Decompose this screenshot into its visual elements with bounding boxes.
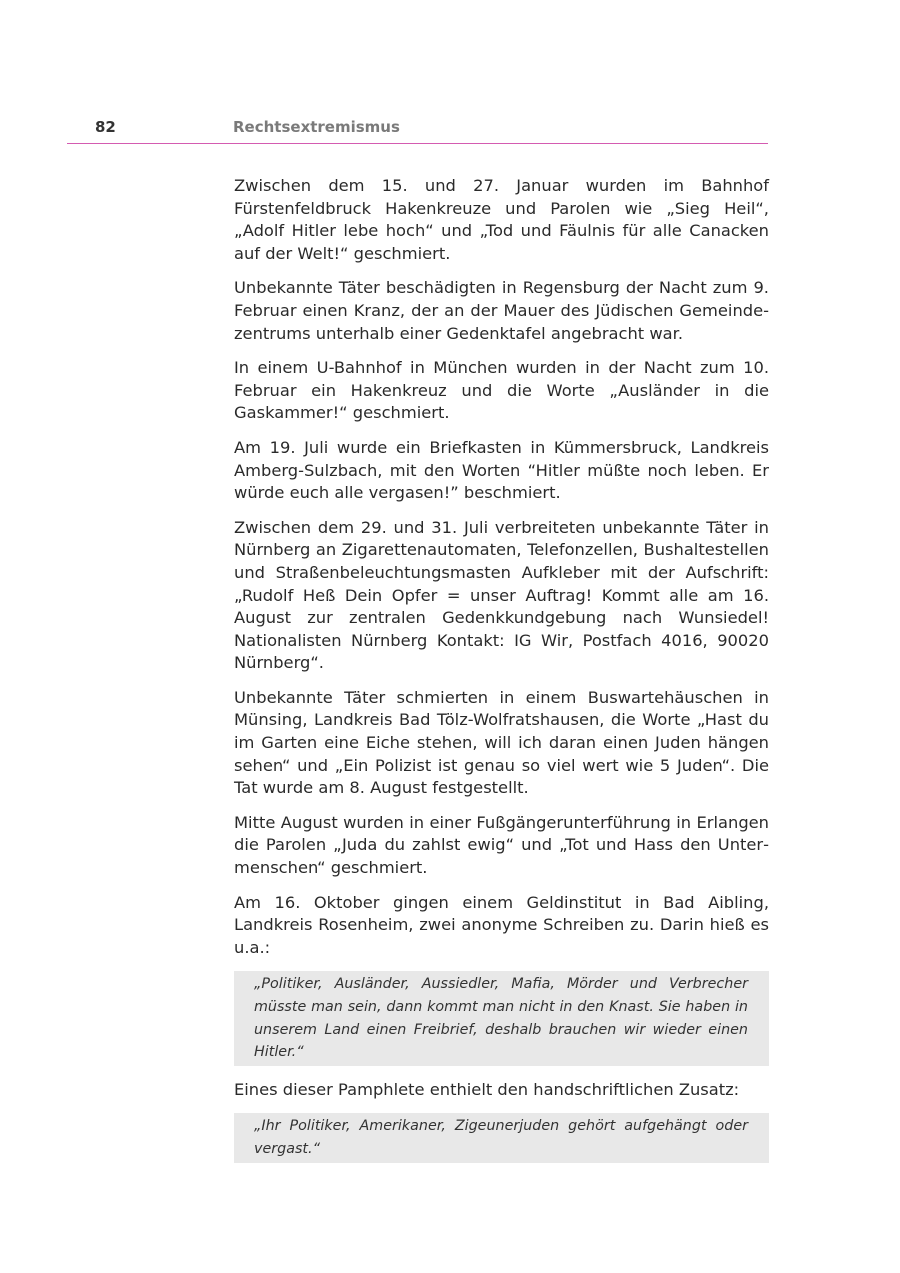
paragraph: Zwischen dem 29. und 31. Juli verbreiteten unbekannte Täter in Nürnberg an Zigarettenautomaten, Telefonzellen, Bushaltestellen und Straßenbeleuchtungsmasten Aufkleber mit der Aufschrift: „Rudolf Heß Dein Opfer = unser Auftrag! Kommt alle am 16. August zur zentralen Gedenkkundgebung nach Wunsiedel! Nationalisten Nürnberg Kontakt: IG Wir, Postfach 4016, 90020 Nürnberg“. <box>234 517 769 673</box>
paragraph: Mitte August wurden in einer Fußgängerunterführung in Erlangen die Parolen „Juda du zahlst ewig“ und „Tot und Hass den Untermenschen“ geschmiert. <box>234 812 769 878</box>
paragraph: Am 19. Juli wurde ein Briefkasten in Kümmersbruck, Landkreis Amberg-Sulzbach, mit den Worten “Hitler müßte noch leben. Er würde euch alle vergasen!” beschmiert. <box>234 437 769 503</box>
paragraph: Unbekannte Täter beschädigten in Regensburg der Nacht zum 9. Februar einen Kranz, der an der Mauer des Jüdischen Gemeindezentrums unterhalb einer Gedenktafel angebracht war. <box>234 278 769 343</box>
paragraph: Eines dieser Pamphlete enthielt den handschriftlichen Zusatz: <box>234 1079 740 1099</box>
paragraph: Unbekannte Täter schmierten in einem Buswartehäuschen in Münsing, Landkreis Bad Tölz-Wolfratshausen, die Worte „Hast du im Garten eine Eiche stehen, will ich daran einen Juden hängen sehen“ und „Ein Polizist ist genau so viel wert wie 5 Juden“. Die Tat wurde am 8. August festgestellt. <box>234 687 769 798</box>
paragraph: Zwischen dem 15. und 27. Januar wurden im Bahnhof Fürstenfeldbruck Hakenkreuze und Parolen wie „Sieg Heil“, „Adolf Hitler lebe hoch“ und „Tod und Fäulnis für alle Canacken auf der Welt!“ geschmiert. <box>234 176 769 263</box>
main-text <box>234 175 769 1176</box>
running-title: Rechtsextremismus <box>233 118 400 136</box>
paragraph: Am 16. Oktober gingen einem Geldinstitut in Bad Aibling, Landkreis Rosenheim, zwei anonyme Schreiben zu. Darin hieß es u.a.: <box>234 892 769 957</box>
paragraph: In einem U-Bahnhof in München wurden in der Nacht zum 10. Februar ein Hakenkreuz und die Worte „Ausländer in die Gaskammer!“ geschmiert. <box>234 358 769 423</box>
quote-block: „Politiker, Ausländer, Aussiedler, Mafia, Mörder und Verbrecher müsste man sein, dann kommt man nicht in den Knast. Sie haben in unserem Land einen Freibrief, deshalb brauchen wir wieder einen Hitler.“ <box>234 971 769 1065</box>
page-number: 82 <box>95 118 116 136</box>
quote-block: „Ihr Politiker, Amerikaner, Zigeunerjuden gehört aufgehängt oder vergast.“ <box>234 1113 769 1162</box>
page-header <box>67 117 768 144</box>
